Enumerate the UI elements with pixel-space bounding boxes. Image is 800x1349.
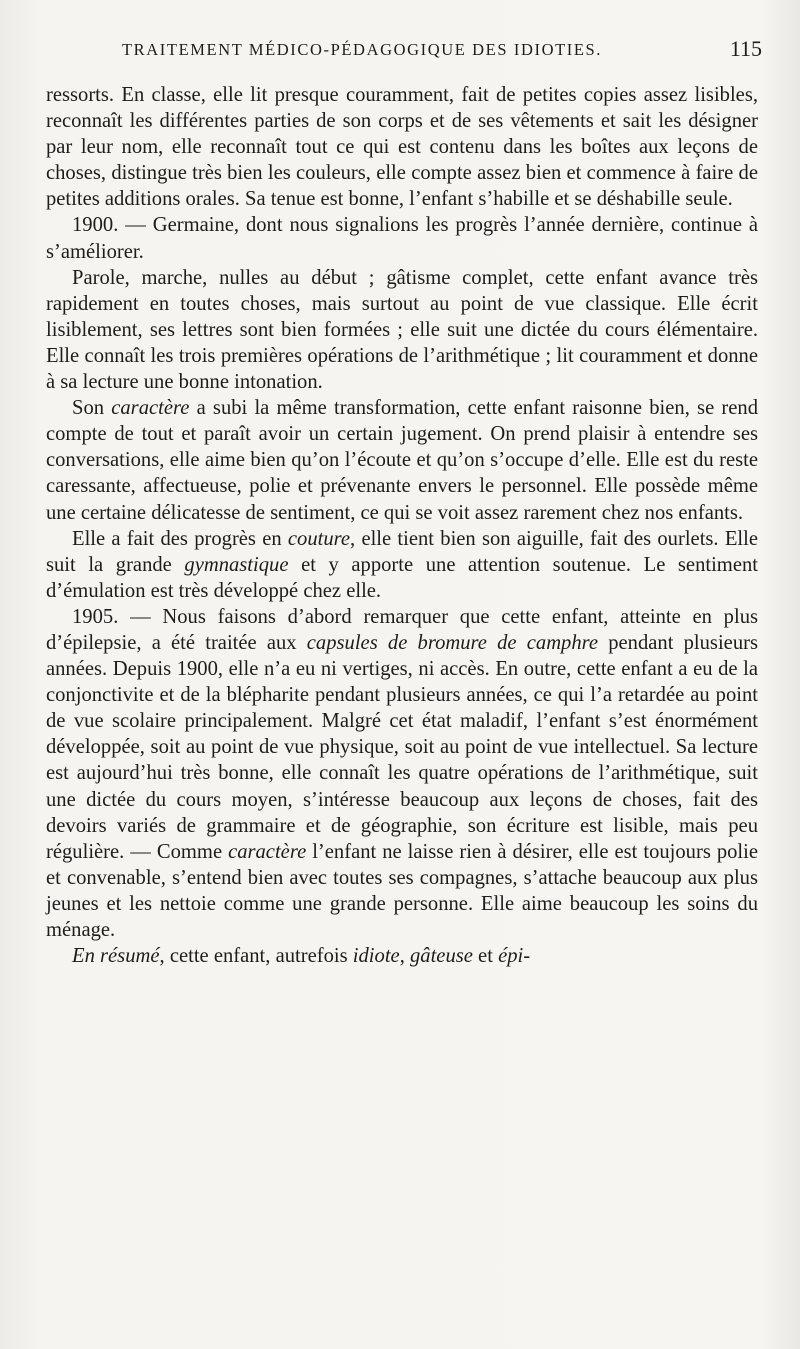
- text-run: et: [472, 945, 499, 968]
- italic-text: En résumé: [72, 945, 160, 968]
- italic-text: couture: [287, 527, 351, 550]
- italic-text: caractère: [228, 840, 307, 863]
- italic-text: gâteuse: [409, 945, 473, 968]
- text-run: Elle a fait des progrès en: [72, 527, 288, 550]
- text-run: ,: [399, 945, 410, 968]
- text-run: ressorts. En classe, elle lit presque couramment, fait de petites copies assez lisibles, reconnaît les différentes parties de son corps et de ses vêtements et sait les désigner par leur nom, elle reconnaît tout ce qui est contenu dans les boîtes aux leçons de choses, distingue très bien les couleurs, elle compte assez bien et commence à faire de petites additions orales. Sa tenue est bonne, l’enfant s’habille et se déshabille seule.: [46, 84, 758, 211]
- paragraph: [46, 395, 758, 525]
- italic-text: caractère: [111, 397, 190, 420]
- paragraph: [46, 943, 758, 969]
- paragraph: [46, 526, 758, 604]
- italic-text: capsules de bromure de camphre: [306, 631, 599, 654]
- text-run: a subi la même transformation, cette enfant raisonne bien, se rend compte de tout et paraît avoir un certain jugement. On prend plaisir à entendre ses conversations, elle aime bien qu’on l’écoute et qu’on s’occupe d’elle. Elle est du reste caressante, affectueuse, polie et prévenante envers le personnel. Elle possède même une certaine délicatesse de sentiment, ce qui se voit assez rarement chez nos enfants.: [46, 397, 758, 524]
- paragraph: [46, 604, 758, 943]
- paragraph: [46, 82, 758, 212]
- text-run: Parole, marche, nulles au début ; gâtisme complet, cette enfant avance très rapidement en toutes choses, mais surtout au point de vue classique. Elle écrit lisiblement, ses lettres sont bien formées ; elle suit une dictée du cours élémentaire. Elle connaît les trois premières opérations de l’arithmétique ; lit couramment et donne à sa lecture une bonne intonation.: [46, 266, 758, 394]
- paragraph: [46, 212, 758, 264]
- page-number: 115: [729, 36, 762, 61]
- text-run: , elle tient bien son aiguille, fait des ourlets. Elle suit la grande: [46, 527, 758, 576]
- running-head: TRAITEMENT MÉDICO-PÉDAGOGIQUE DES IDIOTIES.: [122, 40, 603, 59]
- italic-text: épi-: [498, 945, 531, 968]
- text-run: et y apporte une attention soutenue. Le sentiment d’émulation est très développé chez elle.: [46, 553, 758, 602]
- text-run: pendant plusieurs années. Depuis 1900, elle n’a eu ni vertiges, ni accès. En outre, cette enfant a eu de la conjonctivite et de la blépharite pendant plusieurs années, ce qui l’a retardée au point de vue scolaire principalement. Malgré cet état maladif, l’enfant s’est énormément développée, soit au point de vue physique, soit au point de vue intellectuel. Sa lecture est aujourd’hui très bonne, elle connaît les quatre opérations de l’arithmétique, suit une dictée du cours moyen, s’intéresse beaucoup aux leçons de choses, fait des devoirs variés de grammaire et de géographie, son écriture est lisible, mais peu régulière. — Comme: [46, 631, 758, 863]
- italic-text: idiote: [352, 945, 400, 968]
- text-run: l’enfant ne laisse rien à désirer, elle est toujours polie et convenable, s’entend bien avec toutes ses compagnes, s’attache beaucoup aux plus jeunes et les nettoie comme une grande personne. Elle aime beaucoup les soins du ménage.: [46, 840, 758, 941]
- text-run: Son: [72, 397, 112, 420]
- text-run: 1905. — Nous faisons d’abord remarquer que cette enfant, atteinte en plus d’épilepsie, a été traitée aux: [46, 605, 758, 654]
- italic-text: gymnastique: [184, 553, 289, 576]
- paragraph: [46, 265, 758, 395]
- text-run: , cette enfant, autrefois: [159, 945, 353, 968]
- page-header: [46, 36, 762, 68]
- text-run: 1900. — Germaine, dont nous signalions les progrès l’année dernière, continue à s’améliorer.: [46, 214, 758, 263]
- body-text: [46, 82, 758, 969]
